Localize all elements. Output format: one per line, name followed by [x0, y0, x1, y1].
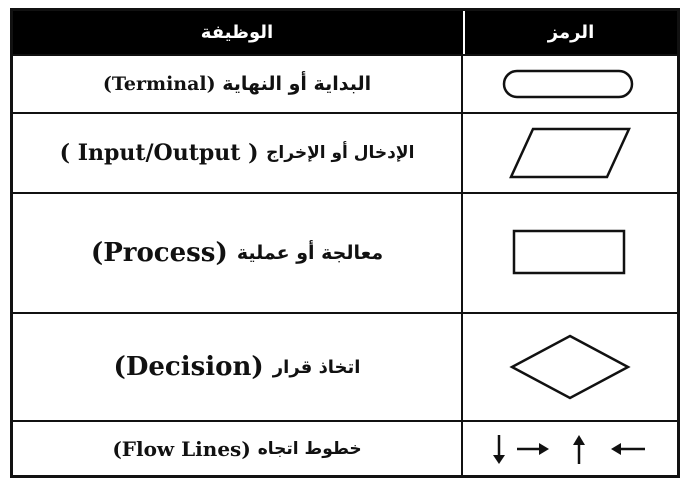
function-english: (Terminal)	[102, 73, 216, 95]
function-arabic: البداية أو النهاية	[222, 73, 372, 95]
function-arabic: الإدخال أو الإخراج	[266, 143, 415, 163]
symbol-cell	[461, 314, 677, 420]
function-arabic: معالجة أو عملية	[236, 242, 384, 264]
symbol-cell	[461, 56, 677, 112]
table-row-process	[13, 192, 677, 312]
arrow-left-icon	[611, 443, 645, 455]
rectangle-icon	[510, 227, 630, 279]
table-row-decision	[13, 312, 677, 420]
flow-arrows-icon	[485, 429, 655, 469]
function-cell	[13, 422, 461, 475]
function-cell	[13, 114, 461, 192]
table-header	[13, 11, 677, 54]
table-row-input-output	[13, 112, 677, 192]
function-english: (Decision)	[113, 352, 264, 382]
symbol-cell	[461, 114, 677, 192]
function-arabic: خطوط اتجاه	[257, 438, 362, 459]
function-english: (Flow Lines)	[112, 436, 251, 461]
function-english: (Process)	[90, 238, 228, 268]
table-row-terminal	[13, 54, 677, 112]
function-cell	[13, 314, 461, 420]
arrow-down-icon	[493, 435, 505, 464]
header-symbol: الرمز	[463, 11, 677, 54]
header-function: الوظيفة	[200, 22, 274, 43]
arrow-right-icon	[517, 443, 549, 455]
function-cell	[13, 56, 461, 112]
symbol-cell	[461, 422, 677, 475]
terminal-oval-icon	[500, 67, 640, 101]
function-cell	[13, 194, 461, 312]
parallelogram-icon	[505, 123, 635, 183]
flowchart-symbols-table	[10, 8, 680, 478]
function-arabic: اتخاذ قرار	[272, 356, 361, 378]
symbol-cell	[461, 194, 677, 312]
table-row-flow-lines	[13, 420, 677, 475]
function-english: ( Input/Output )	[59, 140, 259, 166]
diamond-icon	[508, 332, 632, 402]
arrow-up-icon	[573, 435, 585, 464]
